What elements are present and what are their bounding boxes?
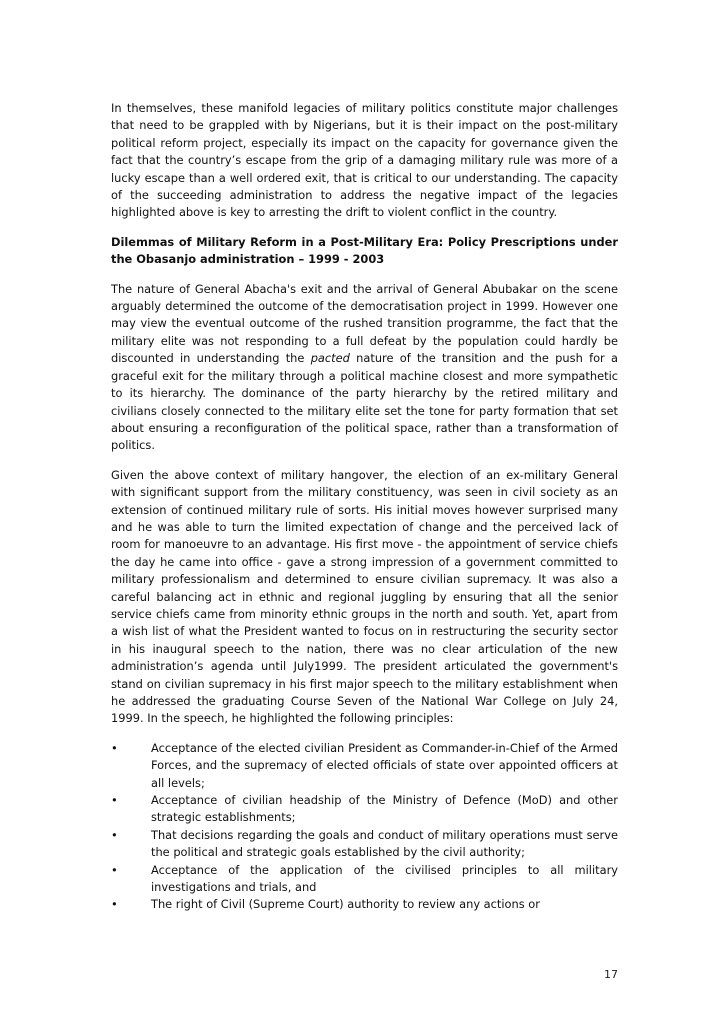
paragraph-transition-end: nature of the transition and the push for a graceful exit for the military through a political machine closest and more sympathetic to its hierarchy. The dominance of the party hierarchy by the retired military and civilians closely connected to the military elite set the tone for party formation that set about ensuring a reconfiguration of the political space, rather than a transformation of politics. bbox=[111, 351, 618, 453]
list-item bbox=[111, 827, 618, 862]
section-heading: Dilemmas of Military Reform in a Post-Military Era: Policy Prescriptions under the Obasanjo administration – 1999 - 2003 bbox=[111, 234, 618, 267]
list-item-text: That decisions regarding the goals and conduct of military operations must serve the political and strategic goals established by the civil authority; bbox=[151, 827, 618, 860]
paragraph-legacies: In themselves, these manifold legacies of military politics constitute major challenges that need to be grappled with by Nigerians, but it is their impact on the post-military political reform project, especially its impact on the capacity for governance given the fact that the country’s escape from the grip of a damaging military rule was more of a lucky escape than a well ordered exit, that is critical to our understanding. The capacity of the succeeding administration to address the negative impact of the legacies highlighted above is key to arresting the drift to violent conflict in the country. bbox=[111, 101, 618, 220]
list-item-text: Acceptance of civilian headship of the Ministry of Defence (MoD) and other strategic establishments; bbox=[151, 793, 618, 825]
page-content bbox=[111, 100, 618, 914]
list-item bbox=[111, 792, 618, 827]
list-item bbox=[111, 740, 618, 792]
bullet-icon: • bbox=[111, 740, 118, 755]
paragraph-transition-start: The nature of General Abacha's exit and the arrival of General Abubakar on the scene arguably determined the outcome of the democratisation project in 1999. However one may view the eventual outcome of the rushed transition programme, the fact that the military elite was not responding to a full defeat by the population could hardly be discounted in understanding the bbox=[111, 281, 618, 366]
list-item-text: The right of Civil (Supreme Court) authority to review any actions or bbox=[151, 897, 540, 912]
list-item bbox=[111, 862, 618, 897]
paragraph-transition bbox=[111, 281, 618, 455]
page-number: 17 bbox=[604, 968, 618, 981]
emphasis-pacted: pacted bbox=[310, 351, 350, 366]
paragraph-context: Given the above context of military hangover, the election of an ex-military General with significant support from the military constituency, was seen in civil society as an extension of continued military rule of sorts. His initial moves however surprised many and he was able to turn the limited expectation of change and the perceived lack of room for manoeuvre to an advantage. His first move - the appointment of service chiefs the day he came into office - gave a strong impression of a government committed to military professionalism and determined to ensure civilian supremacy. It was also a careful balancing act in ethnic and regional juggling by ensuring that all the senior service chiefs came from minority ethnic groups in the north and south. Yet, apart from a wish list of what the President wanted to focus on in restructuring the security sector in his inaugural speech to the nation, there was no clear articulation of the new administration’s agenda until July1999. The president articulated the government's stand on civilian supremacy in his first major speech to the military establishment when he addressed the graduating Course Seven of the National War College on July 24, 1999. In the speech, he highlighted the following principles: bbox=[111, 467, 618, 726]
list-item-text: Acceptance of the elected civilian President as Commander-in-Chief of the Armed Forces, and the supremacy of elected officials of state over appointed officers at all levels; bbox=[151, 740, 618, 790]
bullet-icon: • bbox=[111, 827, 118, 842]
principles-list bbox=[111, 740, 618, 914]
bullet-icon: • bbox=[111, 897, 118, 912]
bullet-icon: • bbox=[111, 793, 118, 808]
bullet-icon: • bbox=[111, 862, 118, 877]
list-item bbox=[111, 896, 618, 913]
list-item-text: Acceptance of the application of the civilised principles to all military investigations and trials, and bbox=[151, 862, 618, 895]
